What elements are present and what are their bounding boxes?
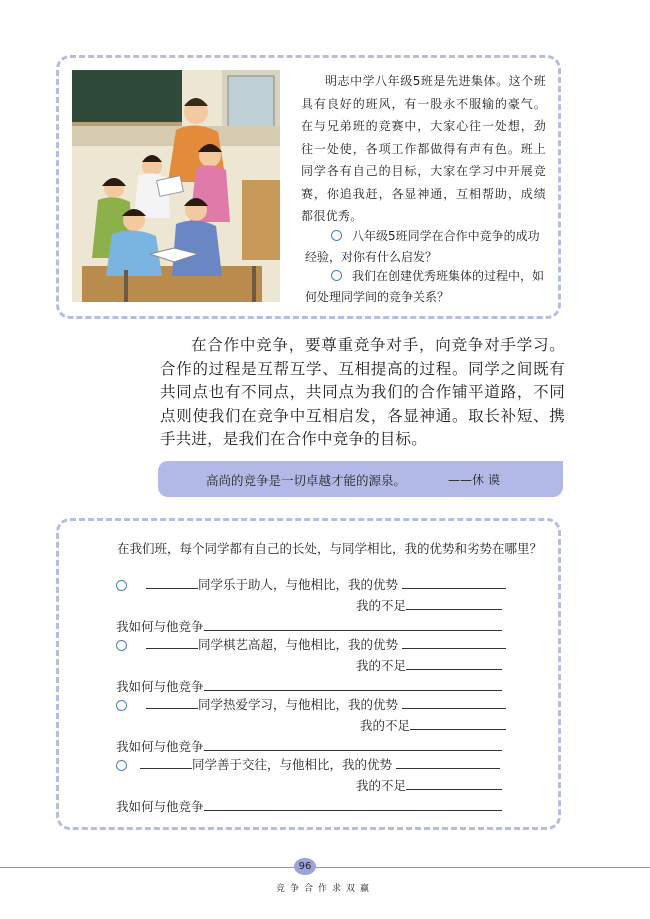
quote-author: ——休 谟 (448, 473, 500, 487)
blank-line[interactable] (406, 596, 502, 610)
weakness-label: 我的不足 (360, 718, 411, 733)
main-paragraph: 在合作中竞争，要尊重竞争对手，向竞争对手学习。合作的过程是互帮互学、互相提高的过程。同学之间既有共同点也有不同点，共同点为我们的合作铺平道路，不同点则使我们在竞争中互相启发，各显神通。取长补短、携手共进，是我们在合作中竞争的目标。 (160, 336, 565, 448)
weakness-row (356, 656, 502, 675)
circle-bullet-icon (331, 230, 342, 241)
activity-item-2 (146, 635, 506, 654)
case-question-1 (305, 226, 550, 268)
blank-line[interactable] (402, 635, 506, 649)
circle-bullet-icon (116, 700, 127, 711)
quote-text: 高尚的竞争是一切卓越才能的源泉。 (206, 473, 407, 488)
blank-line[interactable] (204, 737, 502, 751)
main-text (160, 334, 565, 452)
compete-label: 我如何与他竞争 (116, 739, 204, 754)
blank-line[interactable] (402, 575, 506, 589)
trait-text: 同学棋艺高超，与他相比，我的优势 (198, 637, 399, 652)
activity-item-3 (146, 695, 506, 714)
compete-row (116, 797, 502, 816)
blank-line[interactable] (204, 617, 502, 631)
weakness-row (360, 716, 506, 735)
case-question-2 (305, 266, 550, 308)
trait-text: 同学热爱学习，与他相比，我的优势 (198, 697, 399, 712)
compete-row (116, 617, 502, 636)
classroom-illustration (72, 70, 280, 302)
circle-bullet-icon (331, 270, 342, 281)
question-text: 我们在创建优秀班集体的过程中，如何处理同学间的竞争关系？ (305, 269, 545, 304)
quote-bar (158, 461, 563, 497)
blank-line[interactable] (146, 695, 198, 709)
blank-line[interactable] (406, 776, 502, 790)
activity-intro: 在我们班，每个同学都有自己的长处，与同学相比，我的优势和劣势在哪里？ (117, 541, 543, 556)
activity-item-1 (146, 575, 506, 594)
blank-line[interactable] (204, 677, 502, 691)
trait-text: 同学善于交往，与他相比，我的优势 (192, 757, 393, 772)
compete-label: 我如何与他竞争 (116, 619, 204, 634)
trait-text: 同学乐于助人，与他相比，我的优势 (198, 577, 399, 592)
footer-book-title: 竞争合作求双赢 (275, 884, 374, 894)
weakness-label: 我的不足 (356, 598, 407, 613)
circle-bullet-icon (116, 640, 127, 651)
case-story (301, 70, 546, 228)
blank-line[interactable] (140, 755, 192, 769)
page-number: 96 (294, 858, 316, 875)
blank-line[interactable] (402, 695, 506, 709)
blank-line[interactable] (204, 797, 502, 811)
blank-line[interactable] (146, 635, 198, 649)
compete-label: 我如何与他竞争 (116, 679, 204, 694)
question-text: 八年级5班同学在合作中竞争的成功经验，对你有什么启发？ (305, 229, 540, 264)
compete-label: 我如何与他竞争 (116, 799, 204, 814)
activity-item-4 (140, 755, 500, 774)
circle-bullet-icon (116, 760, 127, 771)
blank-line[interactable] (410, 716, 506, 730)
weakness-row (356, 776, 502, 795)
circle-bullet-icon (116, 580, 127, 591)
blank-line[interactable] (396, 755, 500, 769)
compete-row (116, 677, 502, 696)
weakness-row (356, 596, 502, 615)
weakness-label: 我的不足 (356, 658, 407, 673)
footer-divider (0, 867, 650, 868)
blank-line[interactable] (406, 656, 502, 670)
compete-row (116, 737, 502, 756)
weakness-label: 我的不足 (356, 778, 407, 793)
blank-line[interactable] (146, 575, 198, 589)
case-paragraph: 明志中学八年级5班是先进集体。这个班具有良好的班风，有一股永不服输的豪气。在与兄弟班的竞赛中，大家心往一处想，劲往一处使，各项工作都做得有声有色。班上同学各有自己的目标，大家在学习中开展竞赛，你追我赶，各显神通，互相帮助，成绩都很优秀。 (301, 74, 546, 223)
